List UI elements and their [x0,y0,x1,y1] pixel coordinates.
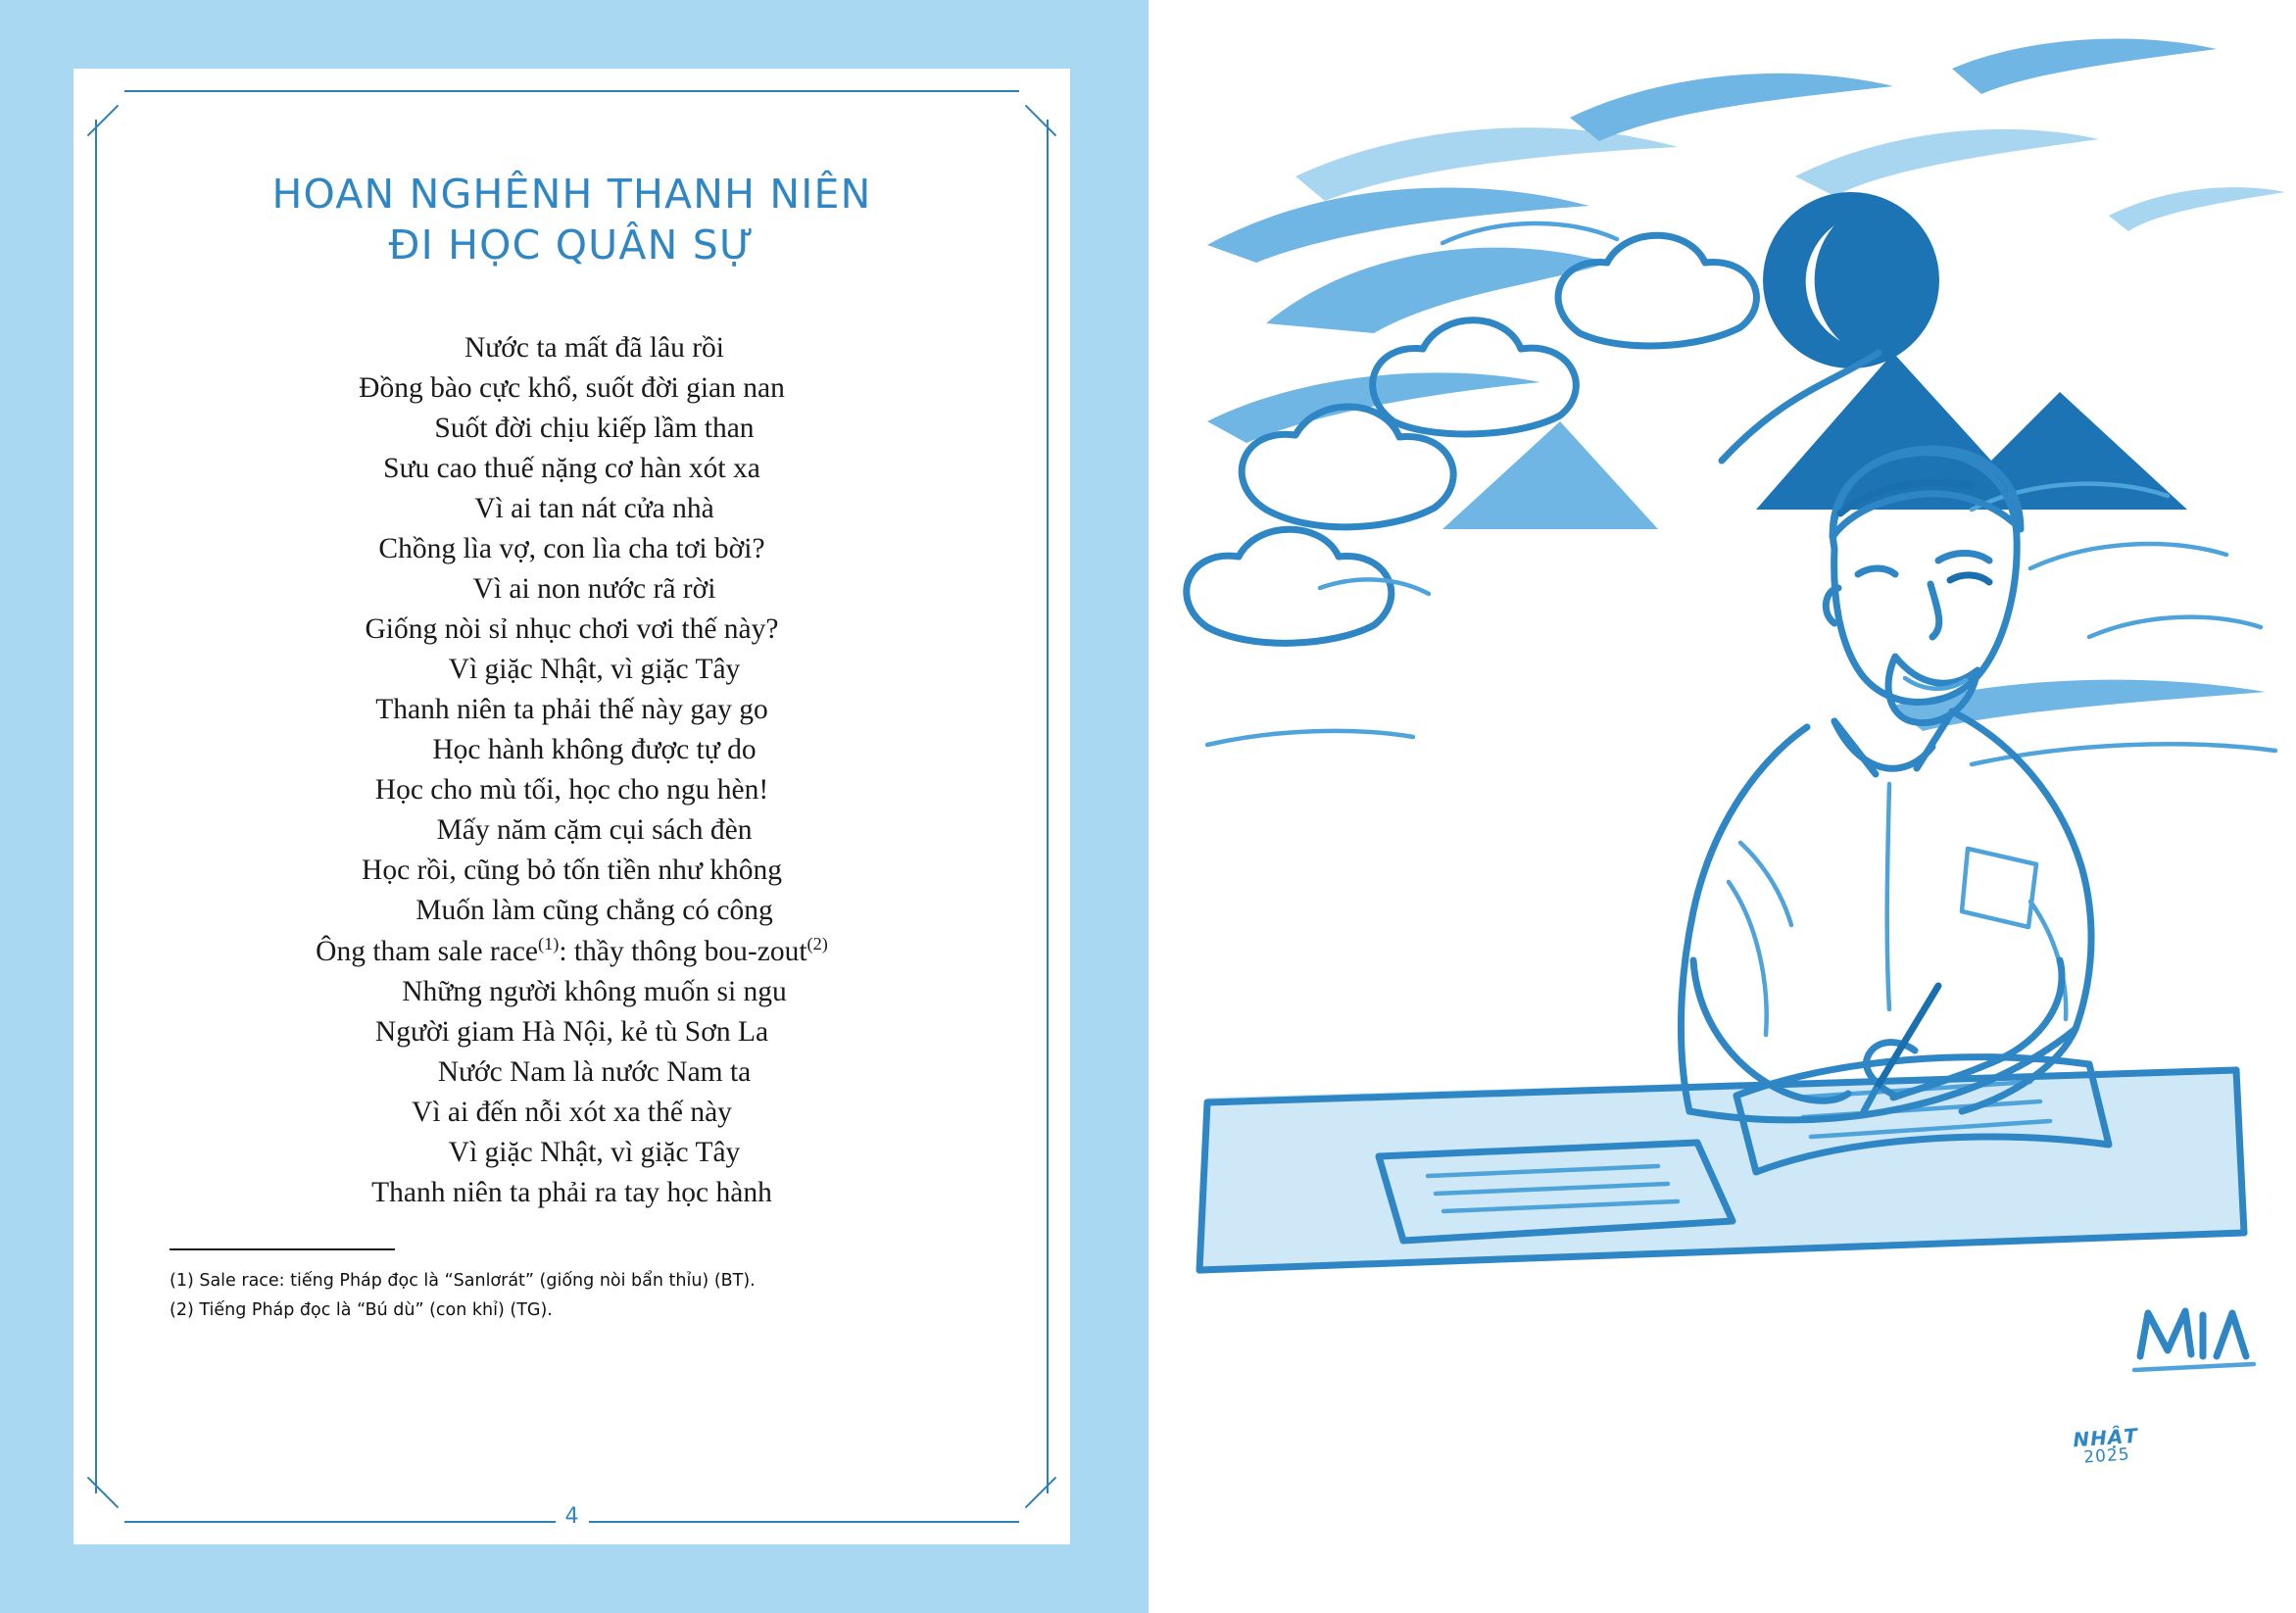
desk [1197,1068,2246,1274]
artist-signature-mark [2134,1311,2254,1370]
poem-body [259,328,886,1213]
poem-line: Giống nòi sỉ nhục chơi vơi thế này? [365,613,779,646]
poem-line: Mấy năm cặm cụi sách đèn [436,814,753,847]
background-field-strokes [1207,680,2275,764]
artist-signature-year: 2025 [2083,1444,2131,1468]
poem-line: Nước Nam là nước Nam ta [437,1056,752,1089]
poem-line: Đồng bào cực khổ, suốt đời gian nan [359,372,785,405]
artist-signature [2072,1423,2140,1468]
footnote-marker: (1) [538,934,560,954]
poem-line: Ông tham sale race$^{(1)}$: thầy thông bou-zout$^{(2)}$ [316,934,828,968]
poem-line: Vì giặc Nhật, vì giặc Tây [448,1137,741,1169]
poem-line: Học hành không được tự do [432,734,757,766]
footnote-item: (1) Sale race: tiếng Pháp đọc là “Sanlơrát” (giống nòi bẩn thỉu) (BT). [170,1270,756,1291]
page-paper [73,69,1070,1544]
page-title-line-1: HOAN NGHÊNH THANH NIÊN [271,171,872,218]
poem-line: Sưu cao thuế nặng cơ hàn xót xa [383,453,760,485]
artist-signature-name: NHẬT [2072,1423,2140,1452]
right-page [1148,0,2296,1613]
frame-diagonal-top-right [1025,105,1057,137]
footnote-marker: (2) [806,934,828,954]
poem-line: Vì ai đến nỗi xót xa thế này [412,1097,732,1129]
poem-line: Học cho mù tối, học cho ngu hèn! [374,774,769,806]
poem-line: Vì giặc Nhật, vì giặc Tây [448,654,741,686]
poem-line: Thanh niên ta phải thế này gay go [375,694,768,726]
footnote-list [170,1266,1019,1326]
frame-corner-top-left [95,90,124,120]
poem-line: Nước ta mất đã lâu rồi [464,332,725,365]
poem-line: Vì ai non nước rã rời [472,573,716,606]
page-number-value: 4 [556,1504,589,1529]
sun-disc [1763,192,1939,368]
illustration-man-writing [1148,0,2296,1613]
footnote-item: (2) Tiếng Pháp đọc là “Bú dù” (con khỉ) (TG). [170,1300,553,1321]
poem-line: Thanh niên ta phải ra tay học hành [371,1177,772,1209]
frame-diagonal-top-left [87,105,120,137]
footnote-divider [170,1248,395,1250]
poem-line: Muốn làm cũng chẳng có công [415,895,773,927]
mountain-range [1442,353,2187,529]
page-number [73,1504,1070,1529]
poem-line: Học rồi, cũng bỏ tốn tiền như không [362,855,782,887]
page-title-line-2: ĐI HỌC QUÂN SỰ [388,221,756,269]
poem-line: Người giam Hà Nội, kẻ tù Sơn La [374,1016,769,1049]
poem-line: Chồng lìa vợ, con lìa cha tơi bời? [378,533,765,565]
poem-line: Vì ai tan nát cửa nhà [474,493,714,525]
frame-corner-top-right [1019,90,1049,120]
page-title [124,169,1019,271]
sky-strokes [1207,38,2285,443]
poem-line: Những người không muốn si ngu [402,976,787,1008]
poem-line: Suốt đời chịu kiếp lầm than [434,413,755,445]
